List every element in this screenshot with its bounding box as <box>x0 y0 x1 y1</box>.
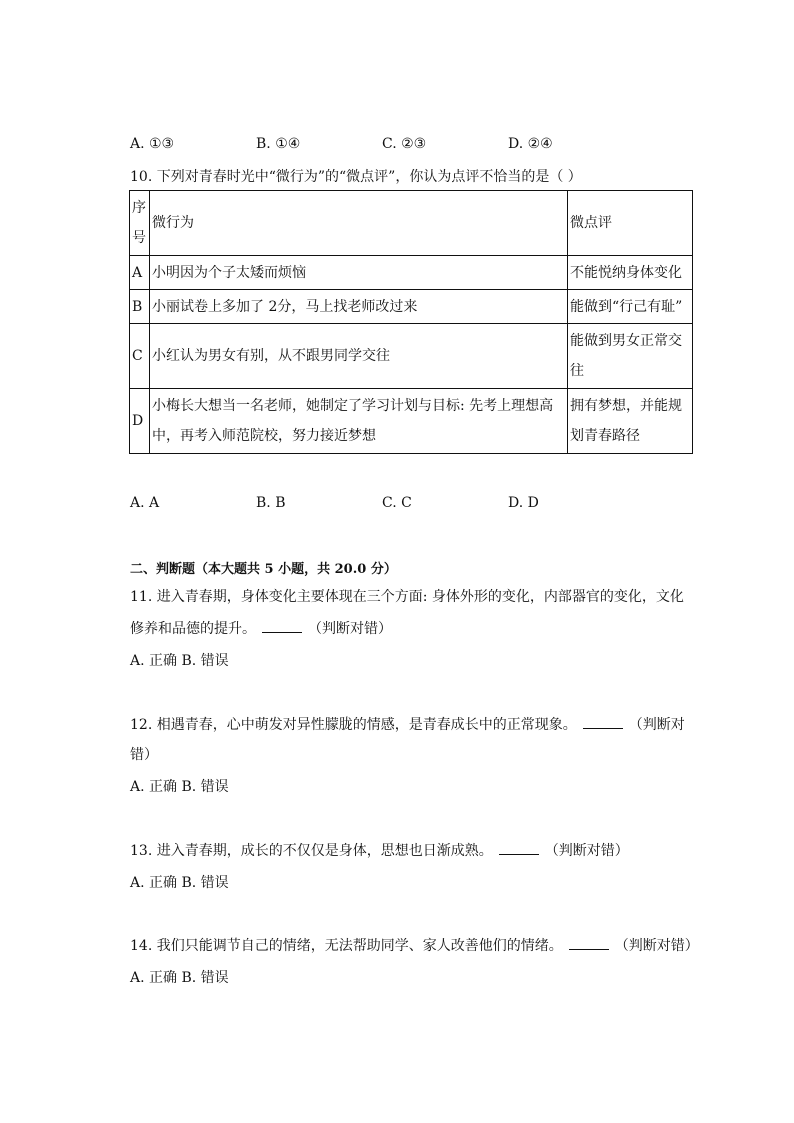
row-act: 小红认为男女有别，从不跟男同学交往 <box>150 324 568 389</box>
row-id: A <box>130 256 150 290</box>
table-row <box>130 256 693 290</box>
q10-option-c[interactable]: C. C <box>382 495 412 511</box>
q14-tail: （判断对错） <box>614 938 699 954</box>
q11-answer-options[interactable]: A. 正确 B. 错误 <box>130 653 229 669</box>
table-row <box>130 290 693 324</box>
q9-option-b[interactable]: B. ①④ <box>256 136 301 152</box>
q12-tail: （判断对 <box>628 717 685 733</box>
answer-blank[interactable] <box>262 618 302 633</box>
row-comment: 拥有梦想，并能规划青春路径 <box>568 389 693 454</box>
row-id: B <box>130 290 150 324</box>
table-row <box>130 324 693 389</box>
q12-text: 12. 相遇青春，心中萌发对异性朦胧的情感，是青春成长中的正常现象。 <box>130 717 577 733</box>
section-note: （本大题共 5 小题，共 20.0 分） <box>195 562 397 577</box>
q11-line2 <box>130 613 392 645</box>
q13-tail: （判断对错） <box>544 843 629 859</box>
q12-line2: 错） <box>130 747 158 763</box>
q14-answer-options[interactable]: A. 正确 B. 错误 <box>130 970 229 986</box>
q11-tail: （判断对错） <box>308 621 392 637</box>
q11-line1: 11. 进入青春期，身体变化主要体现在三个方面: 身体外形的变化，内部器官的变化，文化 <box>130 589 684 605</box>
q10-option-d[interactable]: D. D <box>508 495 539 511</box>
answer-blank[interactable] <box>569 935 609 950</box>
header-comment: 微点评 <box>568 191 693 256</box>
q9-options <box>130 136 690 156</box>
answer-blank[interactable] <box>583 714 623 729</box>
row-comment: 能做到“行己有耻” <box>568 290 693 324</box>
table-row <box>130 389 693 454</box>
q13-answer-options[interactable]: A. 正确 B. 错误 <box>130 875 229 891</box>
row-comment: 能做到男女正常交往 <box>568 324 693 389</box>
q10-table <box>129 190 693 454</box>
q14-line1 <box>130 930 699 962</box>
header-id: 序号 <box>130 191 150 256</box>
row-comment: 不能悦纳身体变化 <box>568 256 693 290</box>
row-id: C <box>130 324 150 389</box>
q10-stem: 10. 下列对青春时光中“微行为”的“微点评”，你认为点评不恰当的是（ ） <box>130 169 582 185</box>
row-act: 小明因为个子太矮而烦恼 <box>150 256 568 290</box>
q13-line1 <box>130 835 629 867</box>
row-act: 小梅长大想当一名老师，她制定了学习计划与目标: 先考上理想高中，再考入师范院校，努力接近梦想 <box>150 389 568 454</box>
q14-text: 14. 我们只能调节自己的情绪，无法帮助同学、家人改善他们的情绪。 <box>130 938 563 954</box>
q10-options <box>130 495 690 515</box>
q12-line1 <box>130 709 685 741</box>
q9-option-c[interactable]: C. ②③ <box>382 136 427 152</box>
answer-blank[interactable] <box>499 840 539 855</box>
q11-text: 修养和品德的提升。 <box>130 621 256 637</box>
q9-option-d[interactable]: D. ②④ <box>508 136 553 152</box>
section-heading <box>130 558 397 577</box>
row-act: 小丽试卷上多加了 2分，马上找老师改过来 <box>150 290 568 324</box>
q10-option-a[interactable]: A. A <box>130 495 160 511</box>
header-act: 微行为 <box>150 191 568 256</box>
q9-option-a[interactable]: A. ①③ <box>130 136 175 152</box>
table-header-row <box>130 191 693 256</box>
q10-option-b[interactable]: B. B <box>256 495 286 511</box>
q12-answer-options[interactable]: A. 正确 B. 错误 <box>130 779 229 795</box>
row-id: D <box>130 389 150 454</box>
section-title: 二、判断题 <box>130 562 196 577</box>
q13-text: 13. 进入青春期，成长的不仅仅是身体，思想也日渐成熟。 <box>130 843 493 859</box>
